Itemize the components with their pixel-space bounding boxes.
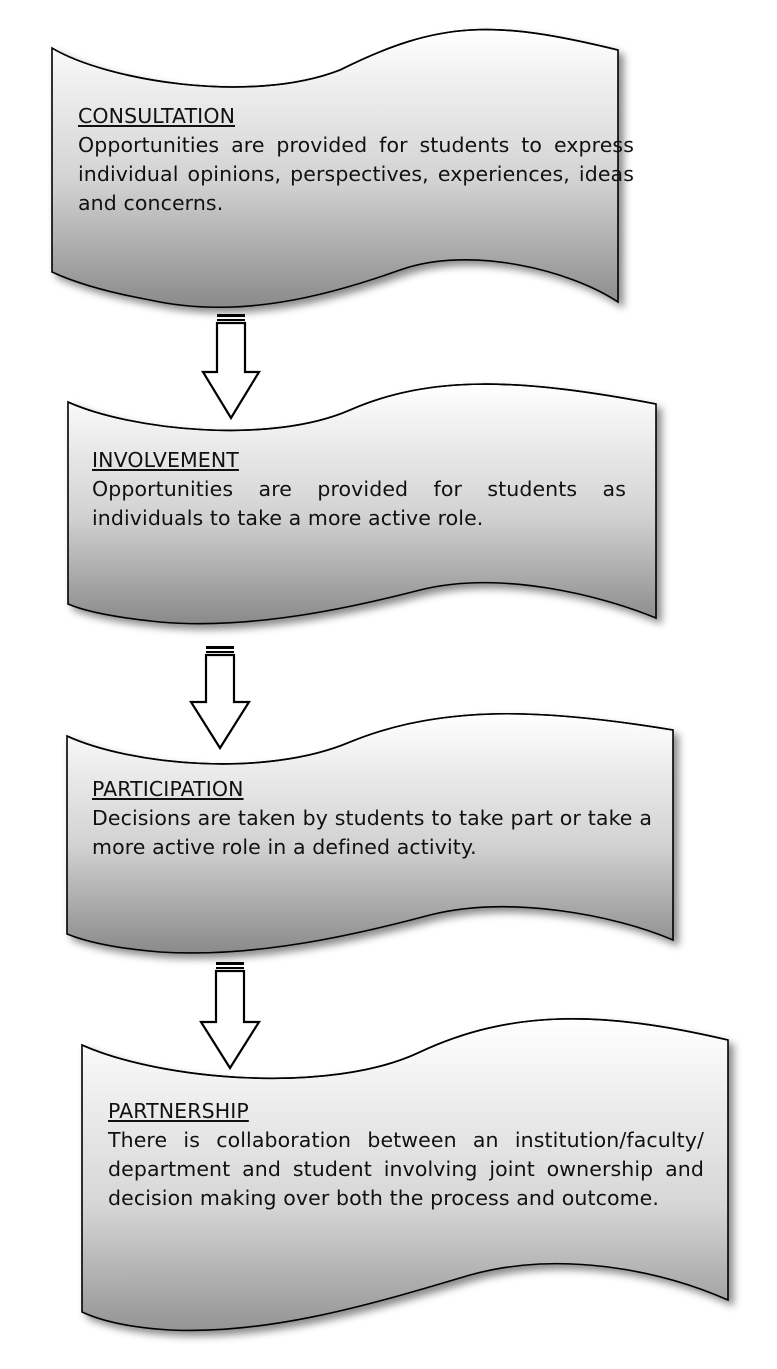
consultation-description: Opportunities are provided for students to express individual opinions, perspectives, experiences, ideas and concerns. bbox=[78, 133, 634, 215]
arrow-1-down-icon bbox=[203, 314, 259, 418]
participation-heading: PARTICIPATION bbox=[92, 777, 244, 801]
partnership-description: There is collaboration between an institution/faculty/ department and student involving joint ownership and decision making over both the process and outcome. bbox=[108, 1128, 704, 1210]
consultation-textbox bbox=[78, 102, 634, 218]
consultation-heading: CONSULTATION bbox=[78, 104, 236, 128]
involvement-heading: INVOLVEMENT bbox=[92, 448, 239, 472]
involvement-description: Opportunities are provided for students as individuals to take a more active role. bbox=[92, 477, 626, 530]
partnership-heading: PARTNERSHIP bbox=[108, 1099, 249, 1123]
arrow-2-down-icon bbox=[191, 646, 249, 748]
participation-textbox bbox=[92, 775, 652, 862]
participation-description: Decisions are taken by students to take part or take a more active role in a defined activity. bbox=[92, 806, 652, 859]
partnership-textbox bbox=[108, 1097, 704, 1213]
arrow-3-down-icon bbox=[201, 962, 259, 1068]
involvement-textbox bbox=[92, 446, 626, 533]
